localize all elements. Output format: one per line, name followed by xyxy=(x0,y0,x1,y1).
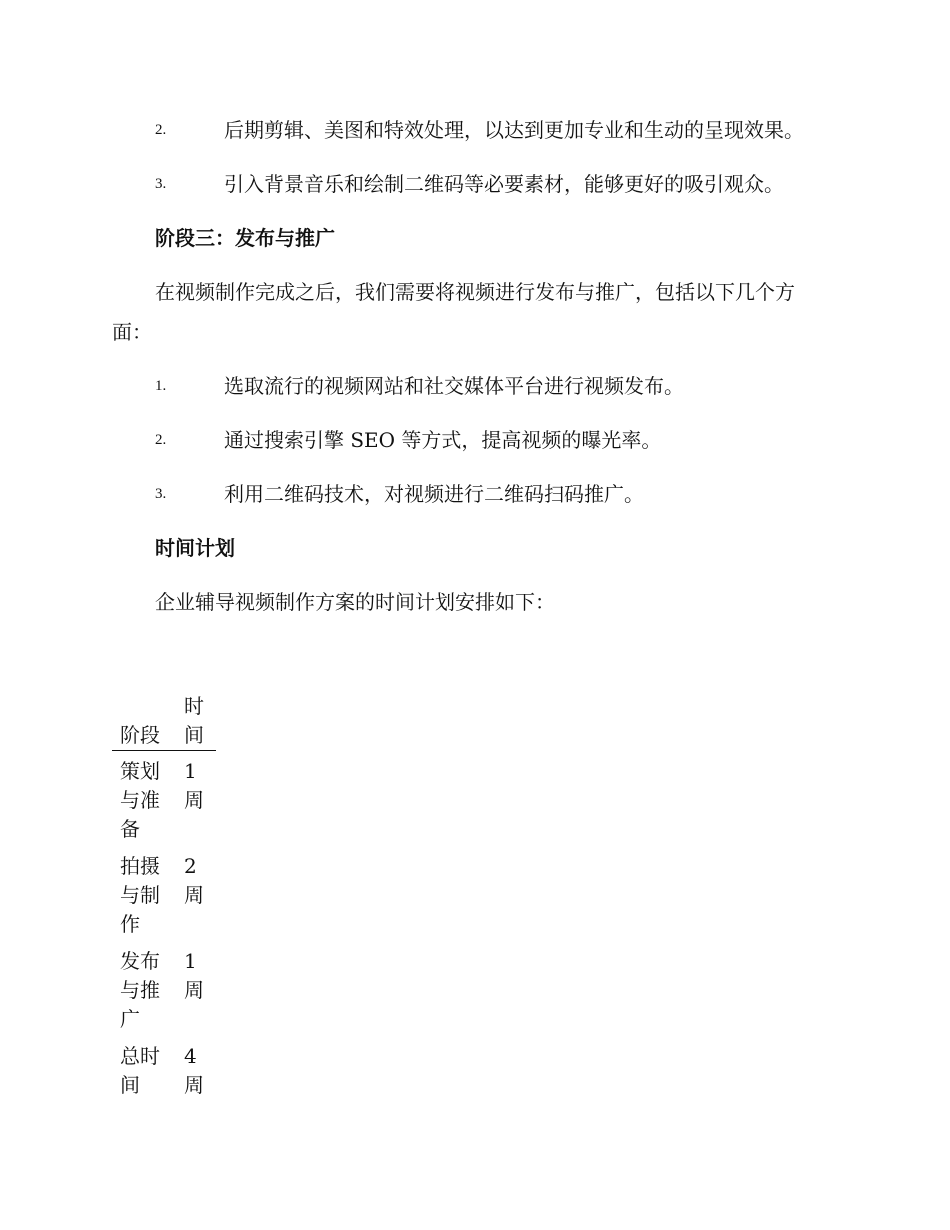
list-item xyxy=(112,366,832,406)
list-text: 后期剪辑、美图和特效处理，以达到更加专业和生动的呈现效果。 xyxy=(224,118,804,142)
list-text: 通过搜索引擎 SEO 等方式，提高视频的曝光率。 xyxy=(224,428,662,452)
list-number: 2. xyxy=(155,122,167,138)
list-item xyxy=(112,420,832,460)
table-cell-stage: 总时间 xyxy=(120,1044,160,1097)
column-header-time: 时间 xyxy=(176,692,216,751)
column-header-stage: 阶段 xyxy=(112,692,176,751)
table-cell-time: 1周 xyxy=(184,759,204,812)
schedule-table xyxy=(112,692,216,1102)
table-row xyxy=(112,846,216,941)
document-body xyxy=(112,110,832,636)
table-cell-time: 4周 xyxy=(184,1044,204,1097)
table-row xyxy=(112,1036,216,1102)
section-heading-schedule: 时间计划 xyxy=(155,536,235,560)
list-number: 2. xyxy=(155,432,167,448)
table-cell-stage: 发布与推广 xyxy=(120,949,160,1031)
table-row xyxy=(112,751,216,847)
table-cell-time: 2周 xyxy=(184,854,204,907)
table-cell-stage: 策划与准备 xyxy=(120,759,160,841)
list-text: 引入背景音乐和绘制二维码等必要素材，能够更好的吸引观众。 xyxy=(224,172,784,196)
list-number: 3. xyxy=(155,176,167,192)
list-number: 3. xyxy=(155,486,167,502)
list-number: 1. xyxy=(155,378,167,394)
list-item xyxy=(112,474,832,514)
list-text: 利用二维码技术，对视频进行二维码扫码推广。 xyxy=(224,482,644,506)
list-item xyxy=(112,110,832,150)
section-heading-stage3: 阶段三：发布与推广 xyxy=(155,226,335,250)
list-text: 选取流行的视频网站和社交媒体平台进行视频发布。 xyxy=(224,374,684,398)
table-header-row xyxy=(112,692,216,751)
table-cell-time: 1周 xyxy=(184,949,204,1002)
table-row xyxy=(112,941,216,1036)
table-cell-stage: 拍摄与制作 xyxy=(120,854,160,936)
list-item xyxy=(112,164,832,204)
schedule-intro-paragraph: 企业辅导视频制作方案的时间计划安排如下： xyxy=(155,590,555,614)
stage3-intro-paragraph: 在视频制作完成之后，我们需要将视频进行发布与推广，包括以下几个方面： xyxy=(112,280,795,344)
